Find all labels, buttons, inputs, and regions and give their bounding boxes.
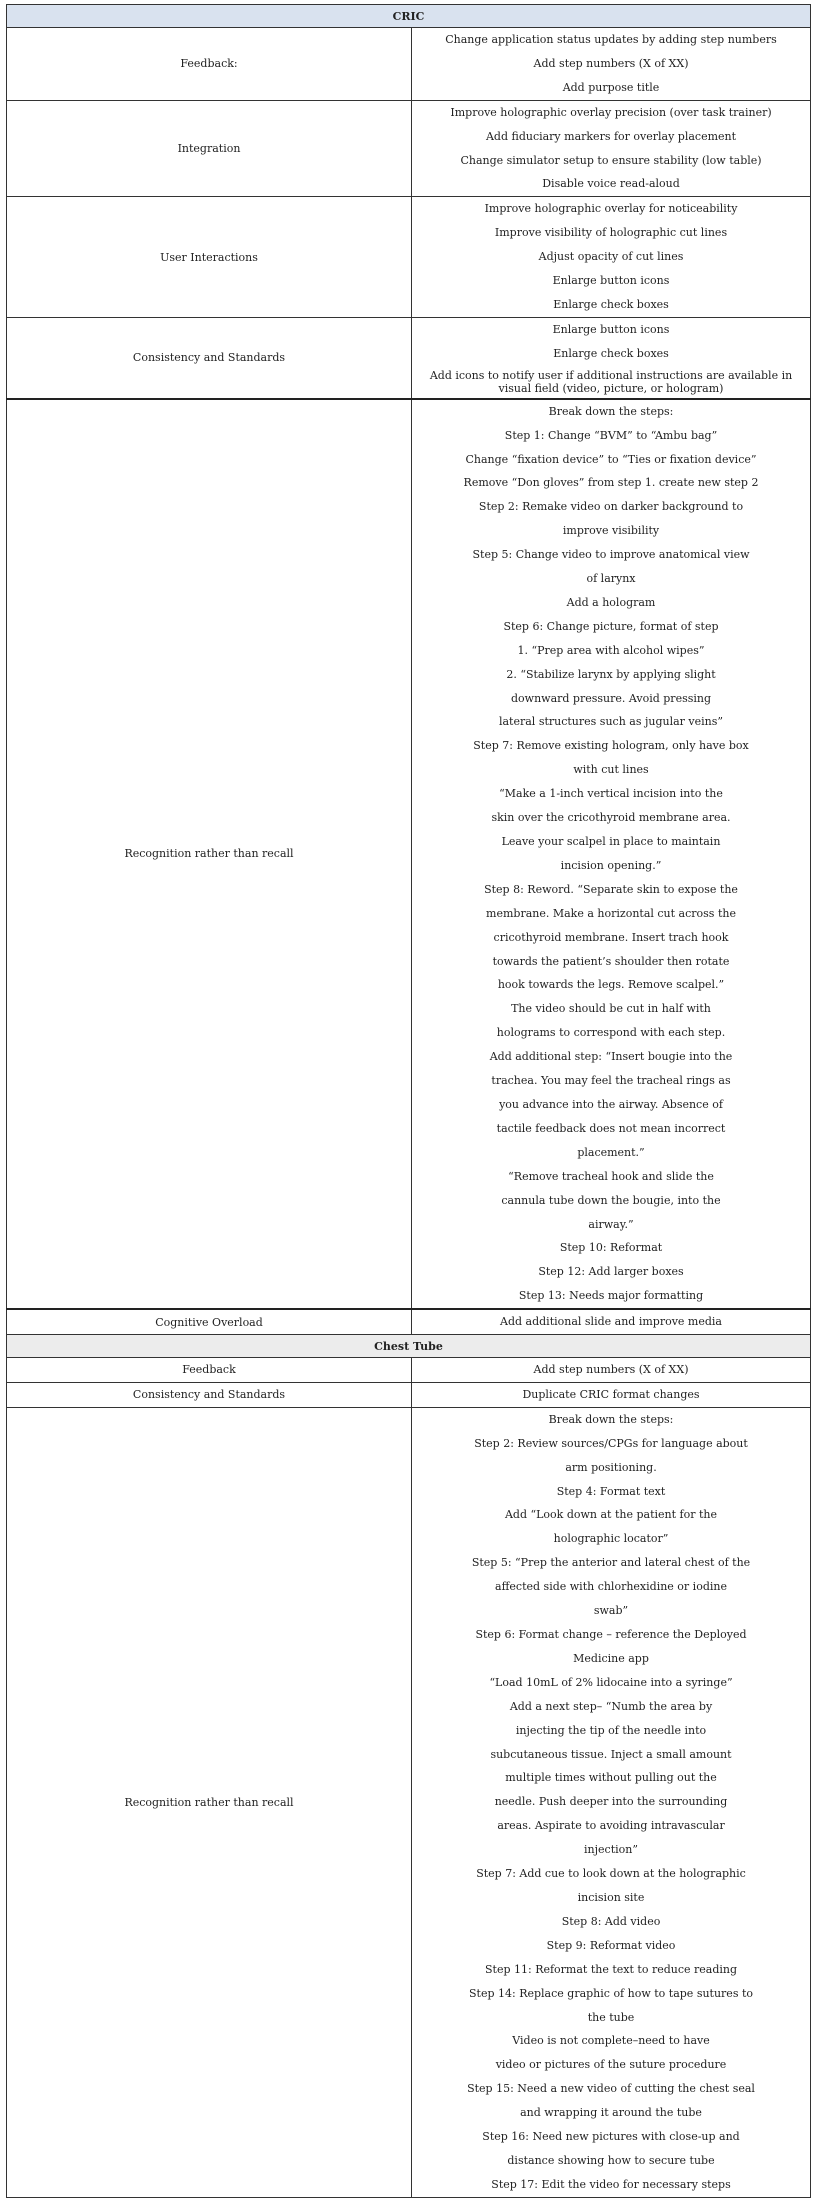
list-item: Step 5: Change video to improve anatomical view	[472, 548, 750, 562]
recommendations-cell	[412, 1309, 811, 1334]
list-item: Step 16: Need new pictures with close-up and	[482, 2130, 740, 2144]
list-item: Add additional slide and improve media	[500, 1315, 722, 1329]
list-item: Step 12: Add larger boxes	[538, 1265, 684, 1279]
list-item: The video should be cut in half with	[511, 1002, 711, 1016]
list-item: downward pressure. Avoid pressing	[511, 691, 712, 705]
list-item: Enlarge check boxes	[553, 297, 669, 311]
category-cell: Feedback:	[7, 28, 412, 101]
list-item: Enlarge button icons	[552, 322, 670, 336]
list-item: Add step numbers (X of XX)	[533, 1363, 689, 1377]
list-item: Step 8: Reword. “Separate skin to expose the	[484, 882, 738, 896]
list-item: holographic locator”	[553, 1532, 669, 1546]
list-item: Improve holographic overlay precision (over task trainer)	[450, 105, 772, 119]
table-row	[7, 28, 811, 101]
list-item: Add a next step– “Numb the area by	[509, 1699, 713, 1713]
list-item: Change “fixation device” to “Ties or fixation device”	[465, 452, 757, 466]
category-cell: Integration	[7, 100, 412, 197]
table-row	[7, 1407, 811, 2197]
list-item: incision opening.”	[560, 858, 662, 872]
list-item: Step 15: Need a new video of cutting the chest seal	[467, 2082, 755, 2096]
list-item: Step 4: Format text	[556, 1484, 666, 1498]
list-item: holograms to correspond with each step.	[496, 1026, 726, 1040]
list-item: Change simulator setup to ensure stability (low table)	[460, 153, 762, 167]
list-item: Step 10: Reformat	[559, 1241, 663, 1255]
list-item: swab”	[593, 1604, 629, 1618]
list-item: subcutaneous tissue. Inject a small amount	[490, 1747, 732, 1761]
list-item: “Remove tracheal hook and slide the	[508, 1169, 714, 1183]
list-item: Duplicate CRIC format changes	[522, 1387, 700, 1401]
list-item: Step 13: Needs major formatting	[518, 1289, 704, 1303]
evaluation-document	[6, 4, 810, 2198]
list-item: Add step numbers (X of XX)	[533, 56, 689, 70]
list-item: Remove “Don gloves” from step 1. create new step 2	[463, 476, 759, 490]
table-row	[7, 197, 811, 318]
list-item: Add additional step: “Insert bougie into the	[489, 1050, 733, 1064]
list-item: Add purpose title	[562, 80, 660, 94]
recommendations-cell	[412, 1382, 811, 1407]
list-item: multiple times without pulling out the	[505, 1771, 717, 1785]
list-item: Step 8: Add video	[561, 1914, 661, 1928]
table-row	[7, 1309, 811, 1334]
recommendations-cell	[412, 399, 811, 1309]
table-row	[7, 1358, 811, 1383]
category-cell: Feedback	[7, 1358, 412, 1383]
list-item: 2. “Stabilize larynx by applying slight	[506, 667, 716, 681]
list-item: Step 7: Remove existing hologram, only have box	[473, 739, 749, 753]
list-item: Step 14: Replace graphic of how to tape sutures to	[469, 1986, 754, 2000]
list-item: Break down the steps:	[548, 1412, 674, 1426]
recommendations-cell	[412, 100, 811, 197]
list-item: needle. Push deeper into the surrounding	[494, 1795, 728, 1809]
list-item: injecting the tip of the needle into	[515, 1723, 707, 1737]
recommendations-cell	[412, 1407, 811, 2197]
list-item: Break down the steps:	[548, 404, 674, 418]
list-item: distance showing how to secure tube	[507, 2153, 715, 2167]
table-row	[7, 100, 811, 197]
list-item: airway.”	[588, 1217, 634, 1231]
list-item: cricothyroid membrane. Insert trach hook	[493, 930, 729, 944]
list-item: Step 2: Remake video on darker background to	[478, 500, 744, 514]
list-item: affected side with chlorhexidine or iodine	[495, 1580, 727, 1594]
list-item: lateral structures such as jugular veins”	[498, 715, 724, 729]
list-item: Enlarge button icons	[552, 274, 670, 288]
list-item: Add fiduciary markers for overlay placement	[485, 129, 737, 143]
list-item: Medicine app	[573, 1651, 649, 1665]
recommendations-cell	[412, 197, 811, 318]
list-item: improve visibility	[562, 524, 660, 538]
section-title-chest-tube: Chest Tube	[7, 1335, 811, 1358]
list-item: Add “Look down at the patient for the	[504, 1508, 718, 1522]
section-title-cric: CRIC	[7, 5, 811, 28]
category-cell: User Interactions	[7, 197, 412, 318]
category-cell: Cognitive Overload	[7, 1309, 412, 1334]
list-item: placement.”	[577, 1145, 645, 1159]
list-item: video or pictures of the suture procedure	[495, 2058, 727, 2072]
list-item: Improve visibility of holographic cut lines	[494, 226, 728, 240]
list-item: tactile feedback does not mean incorrect	[496, 1121, 726, 1135]
list-item: hook towards the legs. Remove scalpel.”	[497, 978, 725, 992]
recommendations-cell	[412, 317, 811, 398]
table-row	[7, 399, 811, 1309]
list-item: Step 6: Change picture, format of step	[503, 619, 719, 633]
list-item: Step 17: Edit the video for necessary steps	[491, 2177, 731, 2191]
list-item: Adjust opacity of cut lines	[538, 250, 684, 264]
list-item: “Load 10mL of 2% lidocaine into a syringe”	[489, 1675, 733, 1689]
list-item: Step 9: Reformat video	[546, 1938, 676, 1952]
list-item: Step 5: “Prep the anterior and lateral chest of the	[471, 1556, 751, 1570]
list-item: Step 11: Reformat the text to reduce reading	[484, 1962, 738, 1976]
list-item: with cut lines	[573, 763, 649, 777]
recommendations-cell	[412, 1358, 811, 1383]
list-item: Step 6: Format change – reference the Deployed	[475, 1628, 747, 1641]
list-item: trachea. You may feel the tracheal rings as	[491, 1074, 731, 1088]
list-item: of larynx	[586, 572, 636, 586]
table-row	[7, 1382, 811, 1407]
list-item: Change application status updates by adding step numbers	[445, 33, 777, 46]
list-item: Step 7: Add cue to look down at the holographic	[476, 1867, 746, 1881]
list-item: membrane. Make a horizontal cut across the	[486, 906, 736, 920]
category-cell: Consistency and Standards	[7, 317, 412, 398]
list-item: incision site	[577, 1890, 645, 1904]
list-item: towards the patient’s shoulder then rotate	[492, 954, 730, 968]
list-item: and wrapping it around the tube	[520, 2106, 702, 2120]
list-item: Add icons to notify user if additional instructions are available in visual field (video, picture, or hologram)	[429, 368, 793, 395]
list-item: Add a hologram	[566, 595, 656, 609]
list-item: 1. “Prep area with alcohol wipes”	[517, 643, 705, 657]
list-item: Video is not complete–need to have	[512, 2034, 710, 2048]
list-item: arm positioning.	[565, 1460, 657, 1474]
list-item: the tube	[587, 2010, 635, 2024]
list-item: injection”	[584, 1843, 638, 1857]
list-item: you advance into the airway. Absence of	[499, 1097, 723, 1111]
list-item: “Make a 1-inch vertical incision into the	[499, 787, 723, 801]
list-item: Disable voice read-aloud	[542, 177, 680, 191]
table-row	[7, 317, 811, 398]
list-item: Leave your scalpel in place to maintain	[501, 835, 721, 848]
list-item: cannula tube down the bougie, into the	[501, 1193, 721, 1207]
list-item: skin over the cricothyroid membrane area.	[491, 811, 731, 825]
list-item: Improve holographic overlay for noticeability	[484, 202, 738, 216]
list-item: Step 2: Review sources/CPGs for language about	[474, 1436, 748, 1450]
category-cell: Consistency and Standards	[7, 1382, 412, 1407]
list-item: areas. Aspirate to avoiding intravascular	[497, 1819, 725, 1833]
heuristic-table	[6, 4, 811, 2198]
recommendations-cell	[412, 28, 811, 101]
list-item: Enlarge check boxes	[553, 346, 669, 360]
category-cell: Recognition rather than recall	[7, 399, 412, 1309]
category-cell: Recognition rather than recall	[7, 1407, 412, 2197]
section-header-row	[7, 5, 811, 28]
section-header-row	[7, 1335, 811, 1358]
list-item: Step 1: Change “BVM” to “Ambu bag”	[504, 428, 718, 442]
